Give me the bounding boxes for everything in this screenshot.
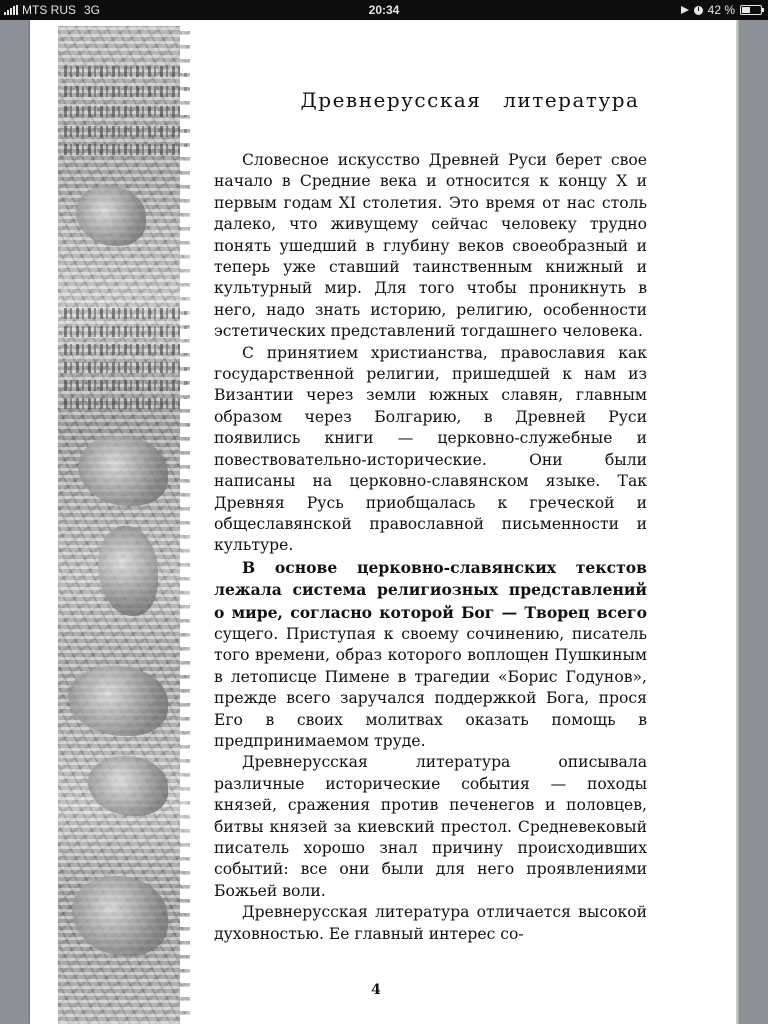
play-icon (681, 6, 689, 14)
paragraph (214, 557, 647, 753)
battery-percent: 42 % (707, 3, 735, 17)
paragraph: Древнерусская литература отличается высокой духовностью. Ее главный интерес со- (214, 903, 647, 943)
bold-text: В основе церковно-славянских текстов лежала система религиозных представлений о мире, согласно которой Бог — Творец всего (214, 557, 647, 622)
paragraph: Словесное искусство Древней Руси берет свое начало в Средние века и относится к концу X и первым годам XI столетия. Это время от нас столь далеко, что живущему сейчас человеку трудно понять ушедший в глубину веков своеобразный и теперь уже ставший таинственным книжный и культурный мир. Для того чтобы проникнуть в него, надо знать историю, религию, особенности эстетических представлений тогдашнего человека. (214, 151, 647, 341)
status-bar-right (681, 3, 762, 17)
paragraph: С принятием христианства, православия как государственной религии, пришедшей к нам из Византии через земли южных славян, главным образом через Болгарию, в Древней Руси появились книги — церковно-служебные и повествовательно-исторические. Они были написаны на церковно-славянском языке. Так Древняя Русь приобщалась к греческой и общеславянской православной письменности и культуре. (214, 343, 647, 555)
page-number: 4 (371, 982, 381, 998)
rotation-lock-icon (694, 6, 703, 15)
paragraph: Древнерусская литература описывала различные исторические события — походы князей, сражения против печенегов и половцев, битвы князей за киевский престол. Средневековый писатель хорошо знал причину происходивших событий: все они были для него проявлениями Божьей воли. (214, 753, 647, 900)
battery-icon (740, 5, 762, 15)
manuscript-illustration (58, 26, 190, 1024)
clock: 20:34 (368, 3, 400, 17)
carrier-name: MTS RUS (22, 3, 76, 17)
battery-fill (742, 7, 750, 13)
body-text (214, 150, 647, 945)
chapter-title: Древнерусская литература (300, 88, 640, 112)
paragraph-text: сущего. Приступая к своему сочинению, писатель того времени, образ которого воплощен Пушкиным в летописце Пимене в трагедии «Борис Годунов», прежде всего заручался поддержкой Бога, прося Его в своих молитвах оказать помощь в предпринимаемом труде. (214, 624, 647, 750)
network-type: 3G (84, 3, 101, 17)
status-bar (0, 0, 768, 20)
page-edge (736, 20, 739, 1024)
book-page[interactable] (30, 20, 736, 1024)
